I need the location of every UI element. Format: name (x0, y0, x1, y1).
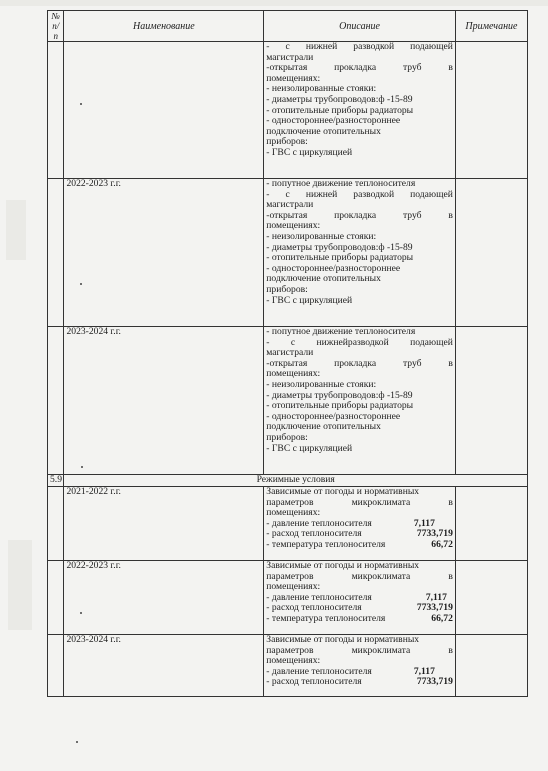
section-number: 5.9 (48, 475, 64, 487)
scan-speck (81, 466, 83, 468)
period-cell: 2022-2023 г.г. (64, 561, 264, 635)
description-cell: Зависимые от погоды и нормативных параметров микроклимата в помещениях: - давление теплоносителя 7,117 - расход теплоносителя 7733,719 - температура теплоносителя 66,72 (264, 561, 456, 635)
header-description: Описание (264, 11, 456, 42)
section-row (48, 475, 528, 487)
specification-table (47, 10, 528, 697)
period-cell: 2021-2022 г.г. (64, 487, 264, 561)
description-cell: Зависимые от погоды и нормативных параметров микроклимата в помещениях: - давление теплоносителя 7,117 - расход теплоносителя 7733,719 (264, 635, 456, 697)
table-row (48, 179, 528, 327)
header-name: Наименование (64, 11, 264, 42)
description-cell: Зависимые от погоды и нормативных параметров микроклимата в помещениях: - давление теплоносителя 7,117 - расход теплоносителя 7733,719 - температура теплоносителя 66,72 (264, 487, 456, 561)
period-cell: 2023-2024 г.г. (64, 635, 264, 697)
description-cell: - попутное движение теплоносителя - с нижнейразводкой подающей магистрали -открытая прокладка труб в помещениях: - неизолированные стояки: - диаметры трубопроводов:ф -15-89 - отопительные приборы радиаторы - одностороннее/разностороннее подключение отопительных приборов: - ГВС с циркуляцией (264, 327, 456, 475)
scan-speck (80, 103, 82, 105)
header-number: № п/п (48, 11, 64, 42)
header-note: Примечание (455, 11, 527, 42)
table-row (48, 487, 528, 561)
table-row (48, 42, 528, 179)
table-row (48, 327, 528, 475)
scan-speck (80, 612, 82, 614)
period-cell: 2022-2023 г.г. (64, 179, 264, 327)
table-row (48, 635, 528, 697)
table-row (48, 561, 528, 635)
table-header-row (48, 11, 528, 42)
description-cell: - попутное движение теплоносителя - с нижней разводкой подающей магистрали -открытая прокладка труб в помещениях: - неизолированные стояки: - диаметры трубопроводов:ф -15-89 - отопительные приборы радиаторы - одностороннее/разностороннее подключение отопительных приборов: - ГВС с циркуляцией (264, 179, 456, 327)
scan-speck (76, 741, 78, 743)
section-title: Режимные условия (64, 475, 528, 487)
description-cell: - с нижней разводкой подающей магистрали -открытая прокладка труб в помещениях: - неизолированные стояки: - диаметры трубопроводов:ф -15-89 - отопительные приборы радиаторы - одностороннее/разностороннее подключение отопительных приборов: - ГВС с циркуляцией (264, 42, 456, 179)
period-cell: 2023-2024 г.г. (64, 327, 264, 475)
scan-speck (80, 283, 82, 285)
